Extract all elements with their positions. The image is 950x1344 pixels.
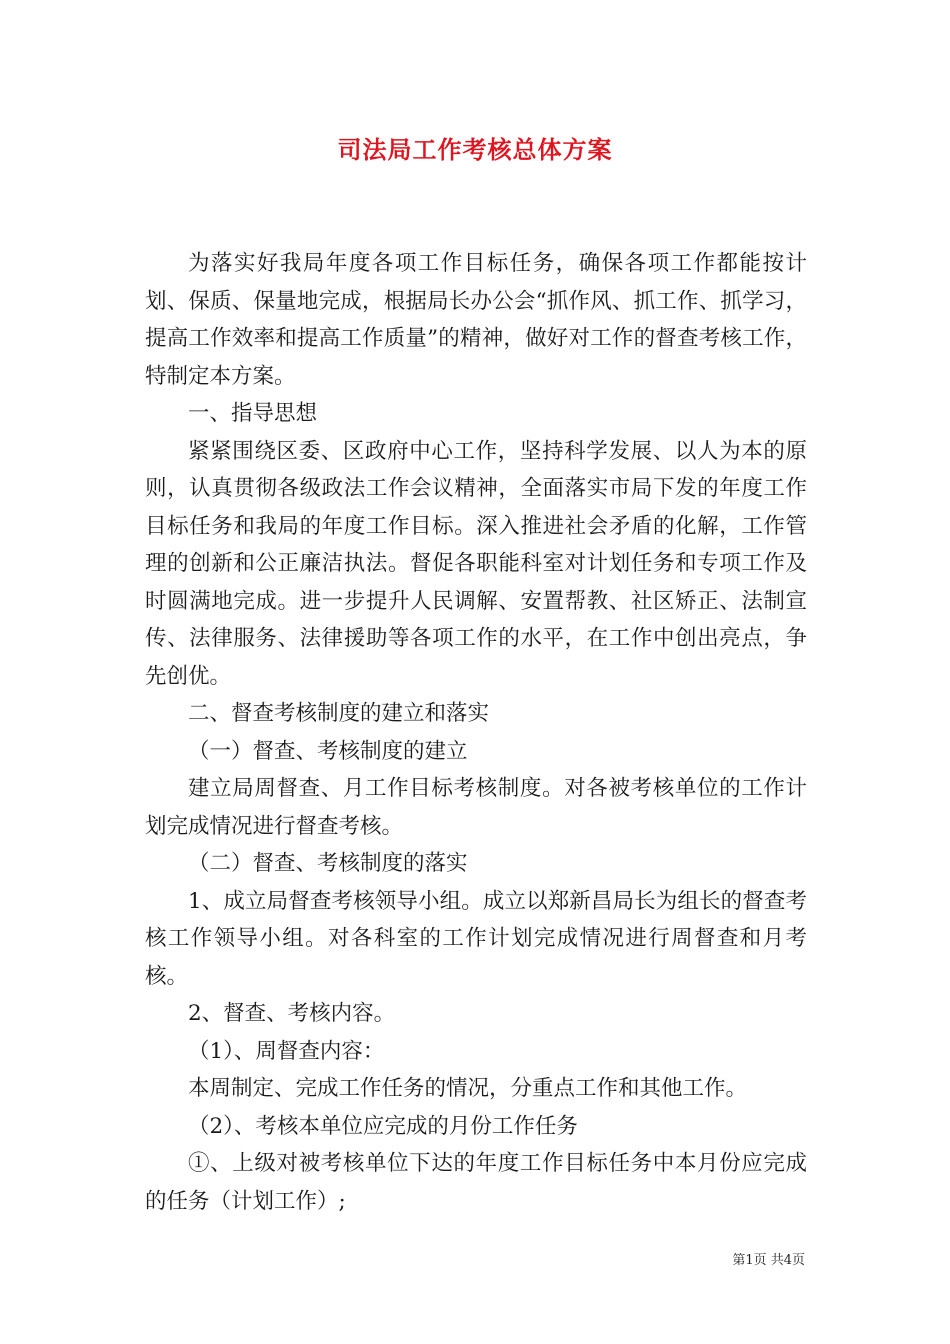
subheading-2: （二）督查、考核制度的落实 [188, 851, 468, 876]
page-number: 第1页 共4页 [732, 1253, 805, 1268]
subheading-1: （一）督查、考核制度的建立 [188, 738, 468, 764]
heading-guiding-ideology: 一、指导思想 [188, 401, 318, 426]
paragraph-guiding-ideology: 紧紧围绕区委、区政府中心工作，坚持科学发展、以人为本的原则，认真贯彻各级政法工作会议精神，全面落实市局下发的年度工作目标任务和我局的年度工作目标。深入推进社会矛盾的化解，工作管理的创新和公正廉洁执法。督促各职能科室对计划任务和专项工作及时圆满地完成。进一步提升人民调解、安置帮教、社区矫正、法制宣传、法律服务、法律援助等各项工作的水平，在工作中创出亮点，争先创优。 [145, 438, 807, 689]
paragraph-item-1: 1、成立局督查考核领导小组。成立以郑新昌局长为组长的督查考核工作领导小组。对各科室的工作计划完成情况进行周督查和月考核。 [145, 888, 807, 989]
paragraph-item-2-1: （1）、周督查内容： [188, 1038, 385, 1064]
document-title: 司法局工作考核总体方案 [337, 136, 613, 164]
paragraph-item-circle-1: ①、上级对被考核单位下达的年度工作目标任务中本月份应完成的任务（计划工作）; [145, 1151, 807, 1214]
heading-system-establishment: 二、督查考核制度的建立和落实 [188, 701, 490, 726]
paragraph-item-2-2: （2）、考核本单位应完成的月份工作任务 [188, 1113, 578, 1139]
paragraph-weekly-content: 本周制定、完成工作任务的情况，分重点工作和其他工作。 [188, 1076, 748, 1101]
document-body [145, 245, 807, 1220]
paragraph-system-1: 建立局周督查、月工作目标考核制度。对各被考核单位的工作计划完成情况进行督查考核。 [145, 776, 807, 839]
paragraph-intro: 为落实好我局年度各项工作目标任务，确保各项工作都能按计划、保质、保量地完成，根据局长办公会“抓作风、抓工作、抓学习，提高工作效率和提高工作质量”的精神，做好对工作的督查考核工作，特制定本方案。 [145, 251, 807, 389]
paragraph-item-2: 2、督查、考核内容。 [188, 1001, 396, 1026]
